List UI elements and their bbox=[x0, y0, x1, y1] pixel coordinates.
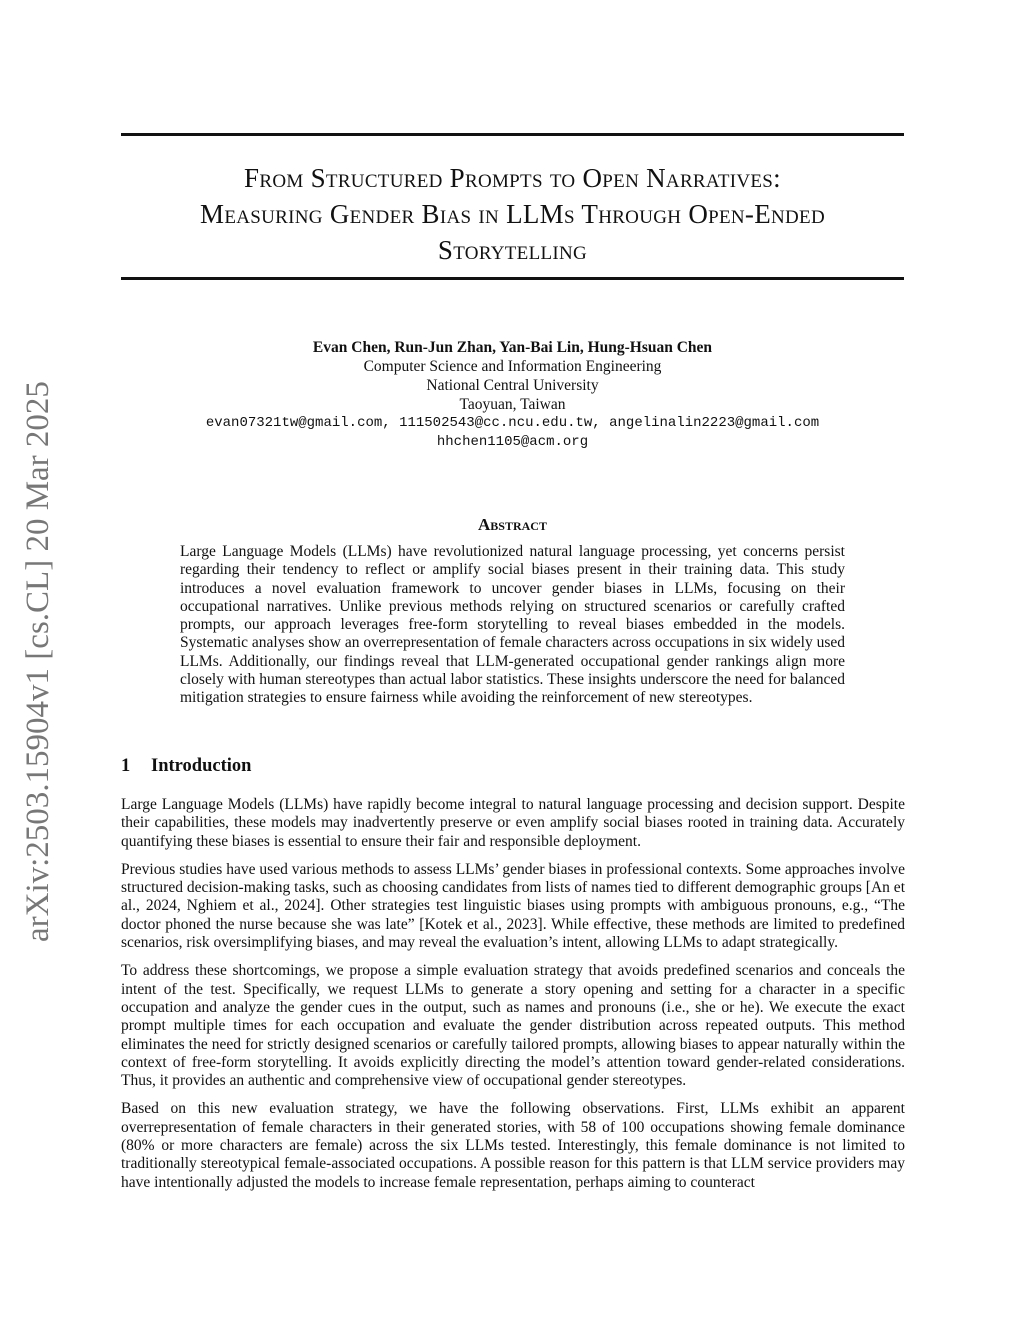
author-emails: evan07321tw@gmail.com, 111502543@cc.ncu.edu.tw, angelinalin2223@gmail.com bbox=[205, 415, 820, 431]
paper-title bbox=[121, 160, 904, 268]
title-line: From Structured Prompts to Open Narratives: bbox=[244, 163, 781, 193]
author-department: Computer Science and Information Engineering bbox=[363, 358, 662, 375]
abstract-text: Large Language Models (LLMs) have revolutionized natural language processing, yet concerns persist regarding their tendency to reflect or amplify social biases present in their training data. This study introduces a novel evaluation framework to uncover gender biases in LLMs, focusing on their occupational narratives. Unlike previous methods relying on structured scenarios or carefully crafted prompts, our approach leverages free-form storytelling to reveal biases embedded in the models. Systematic analyses show an overrepresentation of female characters across occupations in six widely used LLMs. Additionally, our findings reveal that LLM-generated occupational gender rankings align more closely with human stereotypes than actual labor statistics. These insights underscore the need for balanced mitigation strategies to ensure fairness while avoiding the reinforcement of new stereotypes. bbox=[180, 543, 845, 707]
paragraph: Large Language Models (LLMs) have rapidly become integral to natural language processing and decision support. Despite their capabilities, these models may inadvertently preserve or even amplify social biases rooted in training data. Accurately quantifying these biases is essential to ensure their fair and responsible deployment. bbox=[121, 796, 905, 850]
abstract-heading: Abstract bbox=[478, 515, 547, 534]
author-names: Evan Chen, Run-Jun Zhan, Yan-Bai Lin, Hung-Hsuan Chen bbox=[312, 339, 713, 356]
author-location: Taoyuan, Taiwan bbox=[459, 396, 566, 413]
author-block bbox=[121, 338, 904, 452]
author-university: National Central University bbox=[426, 377, 599, 394]
arxiv-identifier: arXiv:2503.15904v1 [cs.CL] 20 Mar 2025 bbox=[20, 381, 56, 942]
section-heading-introduction bbox=[121, 756, 251, 777]
author-emails-2: hhchen1105@acm.org bbox=[436, 434, 589, 450]
title-bottom-rule bbox=[121, 277, 904, 280]
title-line: Storytelling bbox=[437, 235, 588, 265]
title-line: Measuring Gender Bias in LLMs Through Open-Ended bbox=[200, 199, 825, 229]
paragraph: Previous studies have used various methods to assess LLMs’ gender biases in professional contexts. Some approaches involve structured decision-making tasks, such as choosing candidates from lists of names tied to different demographic groups [An et al., 2024, Nghiem et al., 2024]. Other strategies test linguistic biases using prompts with ambiguous pronouns, e.g., “The doctor phoned the nurse because she was late” [Kotek et al., 2023]. While effective, these methods are limited to predefined scenarios, risk oversimplifying biases, and may reveal the evaluation’s intent, allowing LLMs to adapt strategically. bbox=[121, 860, 905, 952]
title-top-rule bbox=[121, 133, 904, 136]
section-number: 1 bbox=[121, 756, 131, 776]
section-title: Introduction bbox=[151, 756, 252, 776]
paragraph: Based on this new evaluation strategy, we have the following observations. First, LLMs exhibit an apparent overrepresentation of female characters in their generated stories, with 58 of 100 occupations showing female dominance (80% or more characters are female) across the six LLMs tested. Interestingly, this female dominance is not limited to traditionally stereotypical female-associated occupations. A possible reason for this pattern is that LLM service providers may have intentionally adjusted the models to increase female representation, perhaps aiming to counteract bbox=[121, 1100, 905, 1191]
introduction-body bbox=[121, 796, 905, 1202]
paragraph: To address these shortcomings, we propose a simple evaluation strategy that avoids predefined scenarios and conceals the intent of the test. Specifically, we request LLMs to generate a story opening and setting for a character in a specific occupation and analyze the gender cues in the output, such as names and pronouns (i.e., she or he). We execute the exact prompt multiple times for each occupation and evaluate the gender distribution across repeated outputs. This method eliminates the need for strictly designed scenarios or carefully tailored prompts, allowing biases to appear naturally within the context of free-form storytelling. It avoids explicitly directing the model’s attention toward gender-related considerations. Thus, it provides an authentic and comprehensive view of occupational gender stereotypes. bbox=[121, 962, 905, 1090]
